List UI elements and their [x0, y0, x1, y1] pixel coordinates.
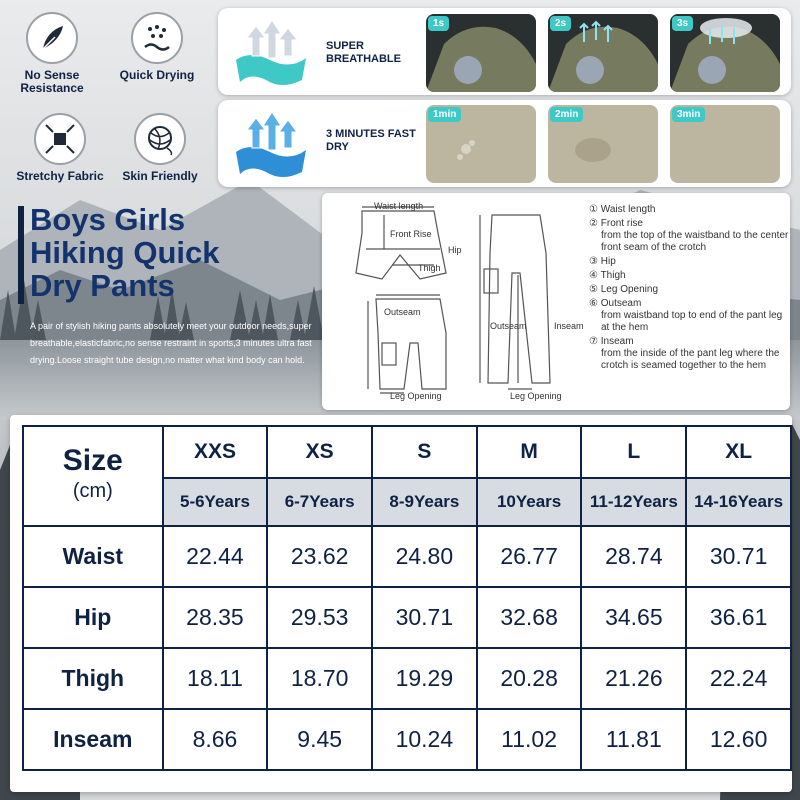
legend-number: ⑤ [589, 284, 598, 295]
size-label: XXS [163, 426, 268, 478]
table-row-inseam [23, 709, 791, 770]
diagram-label-outseam-short: Outseam [384, 307, 421, 317]
row-label: Thigh [23, 648, 163, 709]
table-cell: 23.62 [267, 526, 372, 587]
diagram-label-thigh: Thigh [418, 263, 441, 273]
fast-dry-step-2 [548, 105, 658, 183]
feature-label: Stretchy Fabric [16, 169, 104, 183]
legend-item [589, 270, 789, 282]
size-label: XL [686, 426, 791, 478]
table-row-waist [23, 526, 791, 587]
size-label: M [477, 426, 582, 478]
step-badge: 1s [428, 16, 449, 31]
feather-icon [26, 12, 78, 64]
legend-title: Leg Opening [600, 284, 659, 295]
feature-label: No Sense Resistance [20, 68, 84, 95]
feature-quick-drying [107, 12, 207, 82]
fast-dry-step-3 [670, 105, 780, 183]
age-label: 14-16Years [686, 478, 791, 526]
table-cell: 12.60 [686, 709, 791, 770]
legend-item [589, 256, 789, 268]
title-line: Boys Girls [30, 202, 186, 237]
measurement-legend [589, 204, 789, 374]
legend-number: ② [589, 218, 598, 229]
legend-item [589, 204, 789, 216]
table-cell: 11.81 [581, 709, 686, 770]
diagram-label-leg-short: Leg Opening [390, 391, 442, 401]
legend-title: Waist length [600, 204, 656, 215]
legend-item [589, 298, 789, 334]
feature-no-sense-resistance [2, 12, 102, 95]
feature-skin-friendly [110, 113, 210, 183]
size-label: S [372, 426, 477, 478]
legend-number: ⑦ [589, 336, 598, 347]
table-cell: 21.26 [581, 648, 686, 709]
diagram-label-waist: Waist length [374, 201, 424, 211]
page-title [30, 203, 219, 302]
breathable-fabric-icon [230, 16, 312, 88]
table-cell: 22.24 [686, 648, 791, 709]
step-badge: 3s [672, 16, 693, 31]
table-cell: 36.61 [686, 587, 791, 648]
breathable-label: SUPER BREATHABLE [326, 40, 401, 65]
fast-dry-label: 3 MINUTES FAST DRY [326, 128, 416, 153]
legend-desc: from waistband top to end of the pant leg at the hem [601, 310, 783, 333]
size-header-unit: (cm) [72, 480, 113, 502]
table-cell: 28.74 [581, 526, 686, 587]
breathable-step-2 [548, 14, 658, 92]
legend-desc: from the top of the waistband to the center front seam of the crotch [601, 230, 789, 253]
pants-measurement-drawing [322, 193, 582, 410]
legend-number: ④ [589, 270, 598, 281]
breathable-step-3 [670, 14, 780, 92]
size-header-title: Size [62, 444, 123, 477]
legend-item [589, 284, 789, 296]
legend-desc: from the inside of the pant leg where the crotch is seamed together to the hem [601, 348, 780, 371]
legend-item [589, 336, 789, 372]
table-cell: 26.77 [477, 526, 582, 587]
table-cell: 19.29 [372, 648, 477, 709]
table-row-thigh [23, 648, 791, 709]
table-cell: 32.68 [477, 587, 582, 648]
table-cell: 30.71 [372, 587, 477, 648]
age-label: 10Years [477, 478, 582, 526]
table-cell: 8.66 [163, 709, 268, 770]
feature-stretchy-fabric [10, 113, 110, 183]
step-badge: 1min [428, 107, 461, 122]
size-chart [10, 415, 792, 792]
diagram-label-leg-long: Leg Opening [510, 391, 562, 401]
title-line: Dry Pants [30, 268, 175, 303]
title-line: Hiking Quick [30, 235, 220, 270]
step-badge: 2s [550, 16, 571, 31]
stretch-arrows-icon [34, 113, 86, 165]
table-cell: 30.71 [686, 526, 791, 587]
table-cell: 24.80 [372, 526, 477, 587]
legend-number: ① [589, 204, 598, 215]
row-label: Inseam [23, 709, 163, 770]
table-cell: 10.24 [372, 709, 477, 770]
fast-dry-fabric-icon [230, 106, 312, 180]
age-label: 6-7Years [267, 478, 372, 526]
title-accent-bar [18, 206, 24, 304]
legend-title: Thigh [600, 270, 626, 281]
legend-title: Hip [600, 256, 616, 267]
table-cell: 11.02 [477, 709, 582, 770]
feature-label: Quick Drying [119, 68, 195, 82]
table-cell: 18.70 [267, 648, 372, 709]
table-cell: 9.45 [267, 709, 372, 770]
diagram-label-outseam-long: Outseam [490, 321, 527, 331]
table-cell: 34.65 [581, 587, 686, 648]
legend-number: ③ [589, 256, 598, 267]
legend-title: Outseam [600, 298, 642, 309]
diagram-label-inseam: Inseam [554, 321, 584, 331]
diagram-label-hip: Hip [448, 245, 462, 255]
feature-label: Skin Friendly [122, 169, 198, 183]
step-badge: 3min [672, 107, 705, 122]
legend-item [589, 218, 789, 254]
size-label: L [581, 426, 686, 478]
size-header-cell [23, 426, 163, 526]
legend-title: Inseam [600, 336, 634, 347]
fast-dry-panel [218, 100, 791, 187]
legend-title: Front rise [600, 218, 643, 229]
table-cell: 22.44 [163, 526, 268, 587]
product-description: A pair of stylish hiking pants absolutely meet your outdoor needs,super breathable,elasticfabric,no sense restraint in sports,3 minutes ultra fast drying.Loose straight tube design,no matter what kind body can hold. [30, 321, 312, 365]
row-label: Hip [23, 587, 163, 648]
yarn-ball-icon [134, 113, 186, 165]
breathable-step-1 [426, 14, 536, 92]
age-label: 11-12Years [581, 478, 686, 526]
step-badge: 2min [550, 107, 583, 122]
legend-number: ⑥ [589, 298, 598, 309]
table-cell: 29.53 [267, 587, 372, 648]
size-label: XS [267, 426, 372, 478]
diagram-label-front: Front Rise [390, 229, 432, 239]
table-cell: 18.11 [163, 648, 268, 709]
age-label: 8-9Years [372, 478, 477, 526]
table-cell: 20.28 [477, 648, 582, 709]
size-table [22, 425, 792, 771]
fast-dry-step-1 [426, 105, 536, 183]
table-cell: 28.35 [163, 587, 268, 648]
droplets-icon [131, 12, 183, 64]
age-label: 5-6Years [163, 478, 268, 526]
breathable-panel [218, 8, 791, 95]
table-row-hip [23, 587, 791, 648]
row-label: Waist [23, 526, 163, 587]
